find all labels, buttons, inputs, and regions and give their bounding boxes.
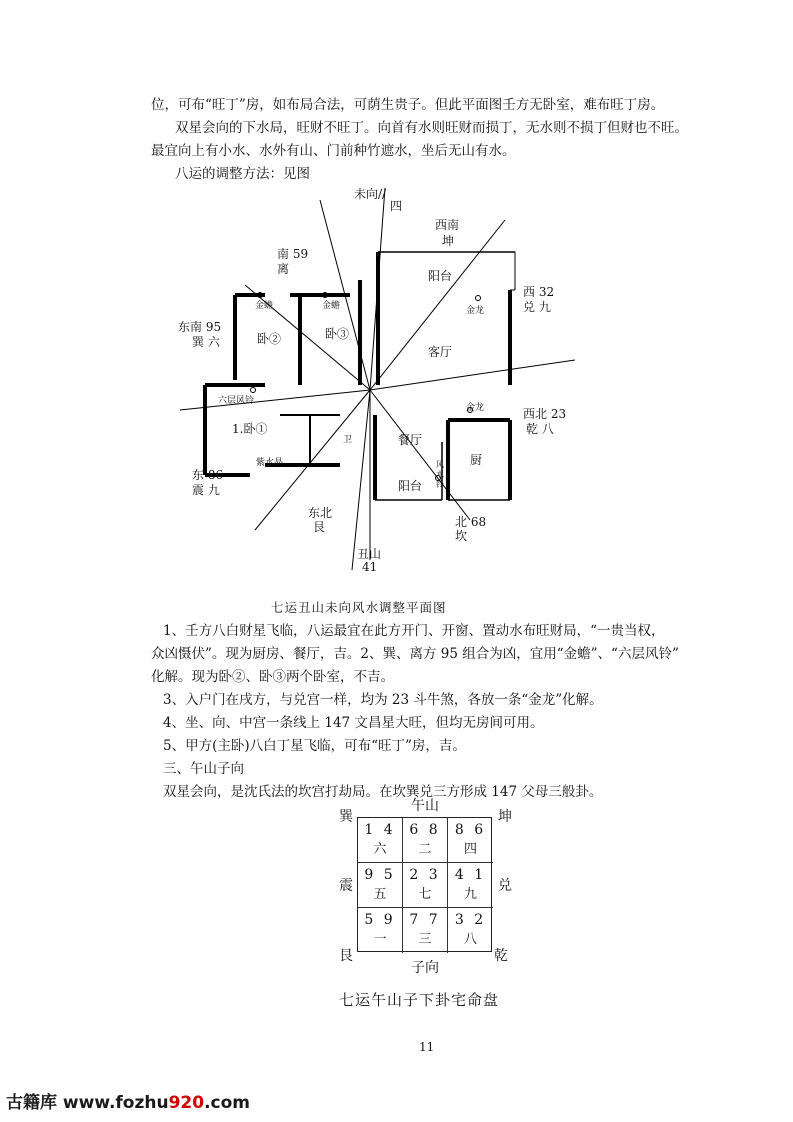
nine-palace-grid bbox=[357, 817, 492, 952]
figure-caption: 七运丑山未向风水调整平面图 bbox=[271, 600, 447, 615]
plan-label-west: 西 32 bbox=[523, 285, 555, 299]
section-heading: 三、午山子向 bbox=[163, 761, 244, 777]
palace-cell: 7 7 三 bbox=[403, 908, 448, 953]
room-living: 客厅 bbox=[428, 345, 453, 359]
chart-corner-label: 乾 bbox=[494, 948, 508, 964]
list-line: 众凶慑伏”。现为厨房、餐厅，吉。2、巽、离方 95 组合为凶，宜用“金蟾”、“六层风铃” bbox=[151, 646, 679, 662]
list-line: 4、坐、向、中宫一条线上 147 文昌星大旺，但均无房间可用。 bbox=[163, 715, 544, 731]
chart-corner-label: 艮 bbox=[339, 948, 353, 964]
room-jinlong: 金龙 bbox=[466, 306, 485, 316]
plan-label-northeast: 东北 bbox=[308, 506, 333, 520]
plan-label-gen: 艮 bbox=[313, 520, 326, 534]
chart-bottom-label: 子向 bbox=[411, 960, 439, 976]
paragraph-line: 双星会向的下水局，旺财不旺丁。向首有水则旺财而损丁，无水则不损丁但财也不旺。 bbox=[175, 120, 688, 136]
plan-label-qian: 乾 八 bbox=[526, 422, 554, 436]
chart-corner-label: 巽 bbox=[339, 809, 353, 825]
room-bed-1: 1.卧① bbox=[232, 422, 268, 436]
list-line: 5、甲方(主卧)八白丁星飞临，可布“旺丁”房，吉。 bbox=[163, 738, 466, 754]
list-line: 双星会向，是沈氏法的坎宫打劫局。在坎巽兑三方形成 147 父母三般卦。 bbox=[163, 784, 603, 800]
plan-label-southwest: 西南 bbox=[435, 218, 460, 232]
list-line: 3、入户门在戌方，与兑宫一样，均为 23 斗牛煞，各放一条“金龙”化解。 bbox=[163, 692, 603, 708]
room-jinchan: 金蟾 bbox=[255, 301, 274, 311]
plan-bottom-direction: 丑山 bbox=[357, 547, 382, 561]
room-bathroom: 卫 bbox=[343, 435, 353, 445]
room-bell: 风水铃 bbox=[436, 460, 444, 489]
chart-side-label: 震 bbox=[339, 878, 353, 894]
room-balcony: 阳台 bbox=[428, 269, 453, 283]
paragraph-line: 位，可布“旺丁”房，如布局合法，可荫生贵子。但此平面图壬方无卧室，难布旺丁房。 bbox=[151, 97, 665, 113]
watermark-site: 古籍库 www.fozhu bbox=[6, 1093, 169, 1113]
site-watermark bbox=[6, 1088, 250, 1113]
room-jinchan: 金蟾 bbox=[322, 301, 341, 311]
plan-label-li: 离 bbox=[277, 262, 290, 276]
paragraph-line: 八运的调整方法：见图 bbox=[175, 166, 310, 182]
plan-top-number: 四 bbox=[390, 199, 403, 213]
plan-label-northwest: 西北 23 bbox=[523, 407, 567, 421]
floor-plan-diagram bbox=[170, 180, 600, 580]
palace-cell: 6 8 二 bbox=[403, 818, 448, 863]
list-line: 1、壬方八白财星飞临，八运最宜在此方开门、开窗、置动水布旺财局，“一贵当权， bbox=[163, 623, 665, 639]
room-kitchen: 厨 bbox=[470, 453, 483, 467]
room-jinlong: 金龙 bbox=[466, 403, 485, 413]
plan-label-north: 北 68 bbox=[455, 515, 487, 529]
plan-label-kun: 坤 bbox=[442, 234, 455, 248]
palace-cell: 2 3 七 bbox=[403, 863, 448, 908]
page-number: 11 bbox=[419, 1040, 435, 1054]
plan-label-dui: 兑 九 bbox=[523, 300, 551, 314]
room-crystal: 紫水晶 bbox=[256, 458, 284, 468]
plan-bottom-number: 41 bbox=[362, 560, 378, 574]
watermark-tld: .com bbox=[204, 1093, 251, 1113]
chart-side-label: 兑 bbox=[498, 878, 512, 894]
plan-label-xun: 巽 六 bbox=[192, 335, 220, 349]
room-balcony: 阳台 bbox=[398, 479, 423, 493]
plan-label-southeast: 东南 95 bbox=[178, 320, 222, 334]
chart-caption: 七运午山子下卦宅命盘 bbox=[339, 991, 500, 1009]
chart-corner-label: 坤 bbox=[498, 809, 512, 825]
plan-label-kan: 坎 bbox=[455, 529, 468, 543]
room-bed-2: 卧② bbox=[257, 332, 282, 346]
room-bed-3: 卧③ bbox=[325, 327, 350, 341]
palace-cell: 5 9 一 bbox=[358, 908, 403, 953]
room-dining: 餐厅 bbox=[398, 433, 423, 447]
palace-cell: 3 2 八 bbox=[454, 912, 487, 947]
palace-cell: 1 4 六 bbox=[358, 818, 403, 863]
palace-cell: 4 1 九 bbox=[448, 863, 493, 908]
watermark-digits: 920 bbox=[168, 1093, 205, 1113]
list-line: 化解。现为卧②、卧③两个卧室，不吉。 bbox=[151, 669, 394, 685]
plan-label-east: 东 86 bbox=[192, 468, 224, 482]
room-wind-chime: 六层风铃 bbox=[218, 396, 255, 406]
chart-top-label: 午山 bbox=[411, 798, 439, 814]
plan-top-direction: 未向// bbox=[354, 187, 387, 201]
palace-cell: 9 5 五 bbox=[358, 863, 403, 908]
paragraph-line: 最宜向上有小水、水外有山、门前种竹遮水，坐后无山有水。 bbox=[151, 143, 516, 159]
plan-label-zhen: 震 九 bbox=[192, 483, 220, 497]
palace-cell: 8 6 四 bbox=[448, 818, 493, 863]
plan-label-south: 南 59 bbox=[277, 247, 309, 261]
